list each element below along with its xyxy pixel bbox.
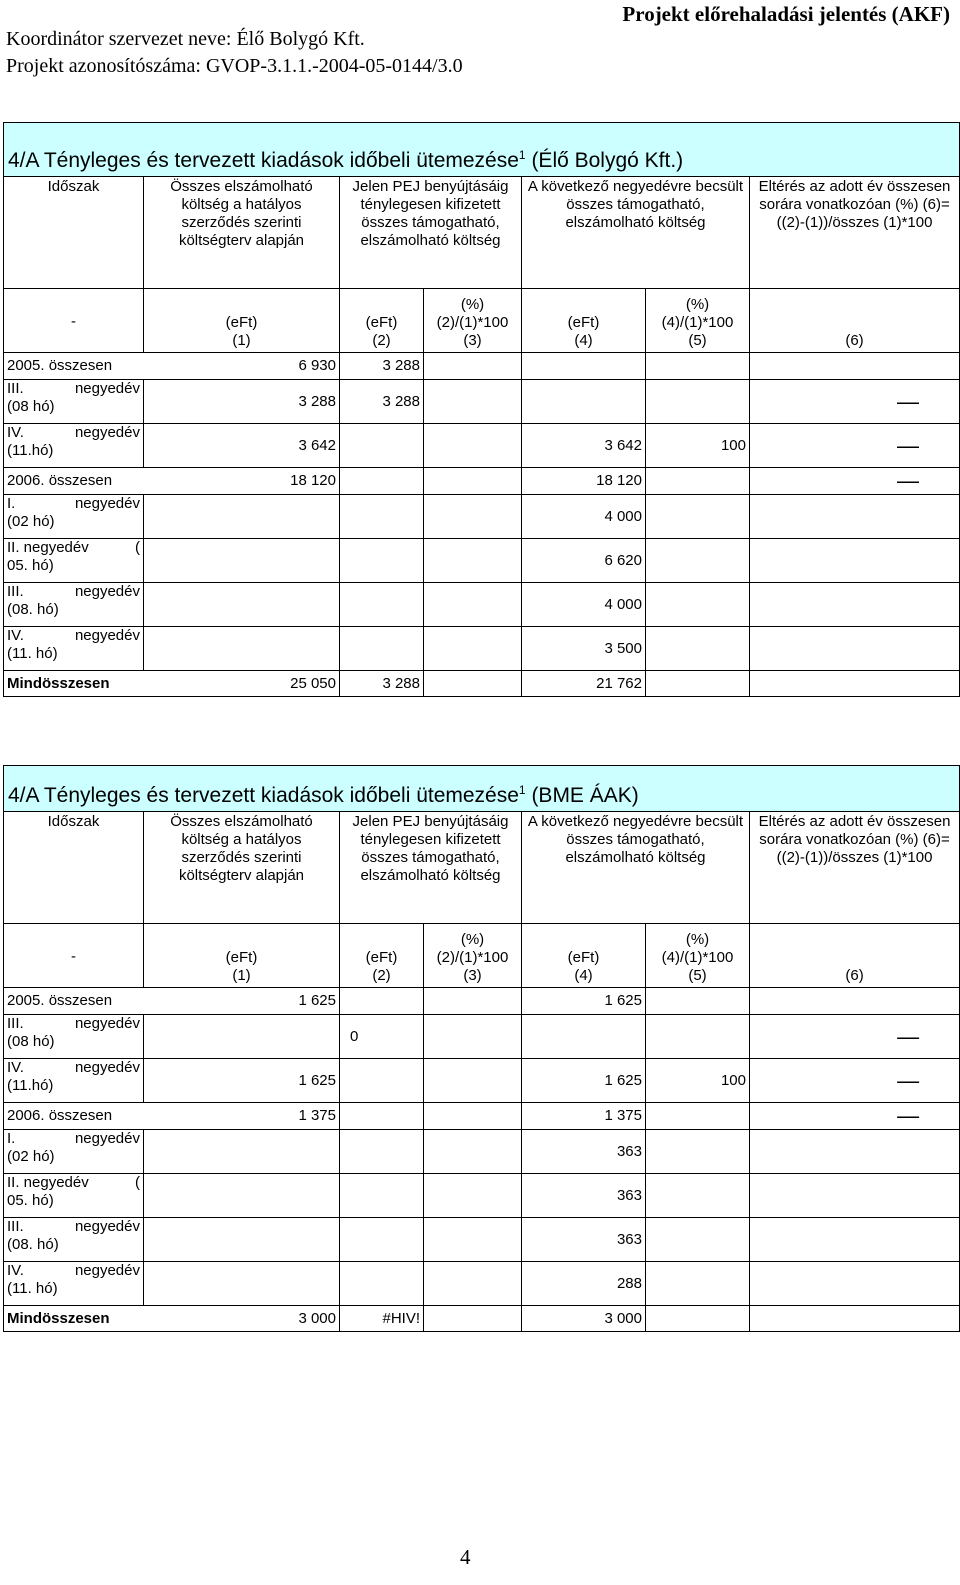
col-2-header: Jelen PEJ benyújtásáig ténylegesen kifizetett összes támogatható, elszámolható költség	[340, 812, 522, 924]
quarter-3-2006: III. negyedév (08. hó)	[4, 1218, 144, 1262]
expense-schedule-table-elo-bolygo	[3, 122, 960, 697]
year-2006-col4: 1 375	[522, 1103, 646, 1130]
units-col-6: (6)	[750, 289, 960, 353]
q4-2005-col6: —	[750, 424, 960, 468]
year-2006-col6: —	[750, 468, 960, 495]
q3-2005-col2: 3 288	[340, 380, 424, 424]
table-row	[4, 1015, 960, 1059]
year-2006-col4: 18 120	[522, 468, 646, 495]
units-col-2: (eFt) (2)	[340, 924, 424, 988]
table-row	[4, 1218, 960, 1262]
units-col-4: (eFt) (4)	[522, 924, 646, 988]
year-2005-label: 2005. összesen 6 930	[4, 353, 340, 380]
col-6-header: Eltérés az adott év összesen sorára vonatkozóan (%) (6)=((2)-(1))/összes (1)*100	[750, 177, 960, 289]
units-col-5: (%) (4)/(1)*100 (5)	[646, 924, 750, 988]
units-col-2: (eFt) (2)	[340, 289, 424, 353]
col-1-header: Összes elszámolható költség a hatályos szerződés szerinti költségterv alapján	[144, 177, 340, 289]
q4-2006-col4: 3 500	[522, 627, 646, 671]
table-row	[4, 1103, 960, 1130]
table-row	[4, 495, 960, 539]
units-col-1: (eFt) (1)	[144, 924, 340, 988]
table-row	[4, 671, 960, 697]
quarter-4-2006: IV. negyedév (11. hó)	[4, 1262, 144, 1306]
units-row	[4, 289, 960, 353]
col-period-header: Időszak	[4, 177, 144, 289]
total-col2: 3 288	[340, 671, 424, 697]
total-col4: 3 000	[522, 1306, 646, 1332]
year-2005-label: 2005. összesen 1 625	[4, 988, 340, 1015]
quarter-4-2006: IV. negyedév (11. hó)	[4, 627, 144, 671]
total-col2: #HIV!	[340, 1306, 424, 1332]
q2-2006-col4: 6 620	[522, 539, 646, 583]
coordinator-line: Koordinátor szervezet neve: Élő Bolygó Kft.	[6, 28, 365, 50]
table-row	[4, 1262, 960, 1306]
q4-2005-col5: 100	[646, 424, 750, 468]
table-row	[4, 353, 960, 380]
q4-2006-col4: 288	[522, 1262, 646, 1306]
table-row	[4, 468, 960, 495]
col-period-header: Időszak	[4, 812, 144, 924]
table-row	[4, 1306, 960, 1332]
column-header-row	[4, 177, 960, 289]
total-col1: 3 000	[298, 1310, 336, 1327]
quarter-2-2006: II. negyedév ( 05. hó)	[4, 539, 144, 583]
quarter-4-2005: IV. negyedév (11.hó)	[4, 1059, 144, 1103]
year-2006-label: 2006. összesen 18 120	[4, 468, 340, 495]
col-6-header: Eltérés az adott év összesen sorára vonatkozóan (%) (6)=((2)-(1))/összes (1)*100	[750, 812, 960, 924]
col-1-header: Összes elszámolható költség a hatályos szerződés szerinti költségterv alapján	[144, 812, 340, 924]
units-row	[4, 924, 960, 988]
year-2005-col1: 6 930	[298, 357, 336, 374]
table-row	[4, 627, 960, 671]
col-4-header: A következő negyedévre becsült összes támogatható, elszámolható költség	[522, 812, 750, 924]
table-row	[4, 380, 960, 424]
table-row	[4, 583, 960, 627]
table-title-row	[4, 123, 960, 177]
units-dash: -	[4, 289, 144, 353]
table-title: 4/A Tényleges és tervezett kiadások időbeli ütemezése$^1$ (BME ÁAK)	[4, 766, 960, 812]
table-row	[4, 1174, 960, 1218]
quarter-4-2005: IV. negyedév (11.hó)	[4, 424, 144, 468]
year-2006-col1: 18 120	[290, 472, 336, 489]
total-label: Mindösszesen 3 000	[4, 1306, 340, 1332]
year-2005-col1: 1 625	[298, 992, 336, 1009]
q4-2005-col6: —	[750, 1059, 960, 1103]
column-header-row	[4, 812, 960, 924]
page-number: 4	[460, 1545, 471, 1569]
q4-2005-col5: 100	[646, 1059, 750, 1103]
table-title-row	[4, 766, 960, 812]
units-col-5: (%) (4)/(1)*100 (5)	[646, 289, 750, 353]
quarter-3-2005: III. negyedév (08 hó)	[4, 1015, 144, 1059]
q4-2005-col4: 3 642	[522, 424, 646, 468]
q3-2005-col1: 3 288	[144, 380, 340, 424]
quarter-1-2006: I. negyedév (02 hó)	[4, 1130, 144, 1174]
q4-2005-col4: 1 625	[522, 1059, 646, 1103]
units-dash: -	[4, 924, 144, 988]
q3-2006-col4: 363	[522, 1218, 646, 1262]
units-col-6: (6)	[750, 924, 960, 988]
units-col-3: (%) (2)/(1)*100 (3)	[424, 924, 522, 988]
units-col-1: (eFt) (1)	[144, 289, 340, 353]
q3-2005-col6: —	[750, 380, 960, 424]
quarter-3-2006: III. negyedév (08. hó)	[4, 583, 144, 627]
q2-2006-col4: 363	[522, 1174, 646, 1218]
units-col-4: (eFt) (4)	[522, 289, 646, 353]
table-row	[4, 424, 960, 468]
table-row	[4, 539, 960, 583]
total-col4: 21 762	[522, 671, 646, 697]
q1-2006-col4: 363	[522, 1130, 646, 1174]
q1-2006-col4: 4 000	[522, 495, 646, 539]
table-title: 4/A Tényleges és tervezett kiadások időbeli ütemezése$^1$ (Élő Bolygó Kft.)	[4, 123, 960, 177]
year-2006-col1: 1 375	[298, 1107, 336, 1124]
year-2005-col2: 3 288	[340, 353, 424, 380]
quarter-1-2006: I. negyedév (02 hó)	[4, 495, 144, 539]
year-2006-label: 2006. összesen 1 375	[4, 1103, 340, 1130]
project-id-line: Projekt azonosítószáma: GVOP-3.1.1.-2004-05-0144/3.0	[6, 55, 463, 77]
q3-2006-col4: 4 000	[522, 583, 646, 627]
col-2-header: Jelen PEJ benyújtásáig ténylegesen kifizetett összes támogatható, elszámolható költség	[340, 177, 522, 289]
table-row	[4, 1130, 960, 1174]
total-col1: 25 050	[290, 675, 336, 692]
report-title: Projekt előrehaladási jelentés (AKF)	[622, 2, 950, 26]
col-4-header: A következő negyedévre becsült összes támogatható, elszámolható költség	[522, 177, 750, 289]
q4-2005-col1: 1 625	[144, 1059, 340, 1103]
total-label: Mindösszesen 25 050	[4, 671, 340, 697]
year-2005-col4: 1 625	[522, 988, 646, 1015]
table-row	[4, 1059, 960, 1103]
units-col-3: (%) (2)/(1)*100 (3)	[424, 289, 522, 353]
expense-schedule-table-bme-aak	[3, 765, 960, 1332]
table-row	[4, 988, 960, 1015]
q3-2005-col6: —	[750, 1015, 960, 1059]
quarter-2-2006: II. negyedév ( 05. hó)	[4, 1174, 144, 1218]
q3-2005-col2: 0	[340, 1015, 424, 1059]
q4-2005-col1: 3 642	[144, 424, 340, 468]
year-2006-col6: —	[750, 1103, 960, 1130]
quarter-3-2005: III. negyedév (08 hó)	[4, 380, 144, 424]
